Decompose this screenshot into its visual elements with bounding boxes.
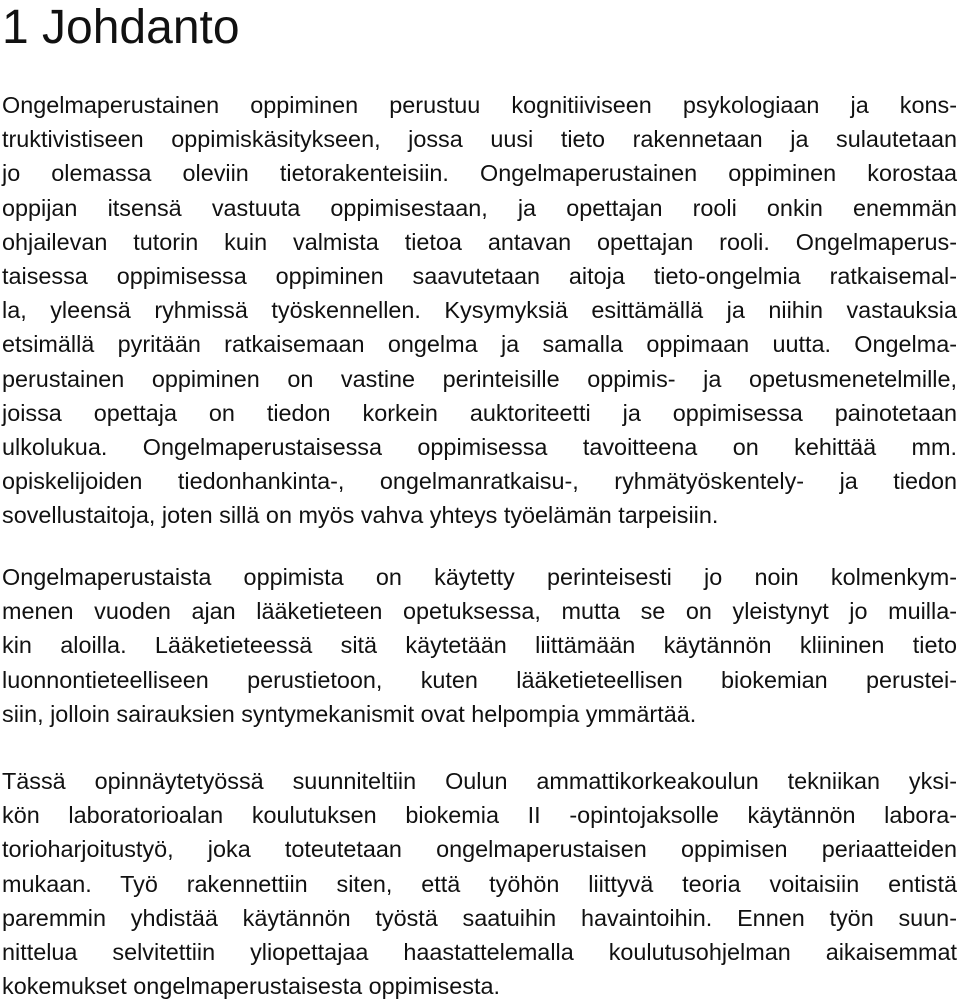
paragraph-medical-education — [2, 560, 957, 731]
text-line: sovellustaitoja, joten sillä on myös vahva yhteys työelämän tarpeisiin. — [2, 502, 719, 529]
text-line: menen vuoden ajan lääketieteen opetuksessa, mutta se on yleistynyt jo muilla- — [2, 598, 957, 625]
text-line: jo olemassa oleviin tietorakenteisiin. Ongelmaperustainen oppiminen korostaa — [2, 160, 957, 187]
text-line: Ongelmaperustaista oppimista on käytetty perinteisesti jo noin kolmenkym- — [2, 564, 957, 590]
text-line: perustainen oppiminen on vastine perinteisille oppimis- ja opetusmenetelmille, — [2, 365, 957, 392]
text-line: truktivistiseen oppimiskäsitykseen, jossa uusi tieto rakennetaan ja sulautetaan — [2, 126, 957, 153]
text-line: taisessa oppimisessa oppiminen saavutetaan aitoja tieto-ongelmia ratkaisemal- — [2, 262, 957, 289]
text-line: etsimällä pyritään ratkaisemaan ongelma ja samalla oppimaan uutta. Ongelma- — [2, 331, 957, 358]
text-line: opiskelijoiden tiedonhankinta-, ongelmanratkaisu-, ryhmätyöskentely- ja tiedon — [2, 468, 957, 495]
text-line: paremmin yhdistää käytännön työstä saatuihin havaintoihin. Ennen työn suun- — [2, 904, 957, 931]
text-line: Ongelmaperustainen oppiminen perustuu kognitiiviseen psykologiaan ja kons- — [2, 92, 957, 118]
text-line: oppijan itsensä vastuuta oppimisestaan, ja opettajan rooli onkin enemmän — [2, 194, 957, 221]
text-line: siin, jolloin sairauksien syntymekanismit ovat helpompia ymmärtää. — [2, 700, 697, 727]
text-line: kön laboratorioalan koulutuksen biokemia II -opintojaksolle käytännön labora- — [2, 802, 957, 829]
text-line: ohjailevan tutorin kuin valmista tietoa antavan opettajan rooli. Ongelmaperus- — [2, 228, 957, 255]
text-line: la, yleensä ryhmissä työskennellen. Kysymyksiä esittämällä ja niihin vastauksia — [2, 297, 957, 324]
text-line: ulkolukua. Ongelmaperustaisessa oppimisessa tavoitteena on kehittää mm. — [2, 433, 957, 460]
paragraph-introduction — [2, 88, 957, 532]
text-line: joissa opettaja on tiedon korkein auktoriteetti ja oppimisessa painotetaan — [2, 399, 957, 426]
text-line: torioharjoitustyö, joka toteutetaan ongelmaperustaisen oppimisen periaatteiden — [2, 836, 957, 863]
text-line: Tässä opinnäytetyössä suunniteltiin Oulun ammattikorkeakoulun tekniikan yksi- — [2, 768, 957, 794]
paragraph-thesis-scope — [2, 764, 957, 1003]
text-line: kin aloilla. Lääketieteessä sitä käytetään liittämään käytännön kliininen tieto — [2, 632, 957, 659]
chapter-title: 1 Johdanto — [2, 1, 240, 54]
text-line: kokemukset ongelmaperustaisesta oppimisesta. — [2, 973, 500, 1000]
text-line: mukaan. Työ rakennettiin siten, että työhön liittyvä teoria voitaisiin entistä — [2, 870, 957, 897]
text-line: luonnontieteelliseen perustietoon, kuten lääketieteellisen biokemian perustei- — [2, 666, 957, 693]
text-line: nittelua selvitettiin yliopettajaa haastattelemalla koulutusohjelman aikaisemmat — [2, 938, 957, 965]
